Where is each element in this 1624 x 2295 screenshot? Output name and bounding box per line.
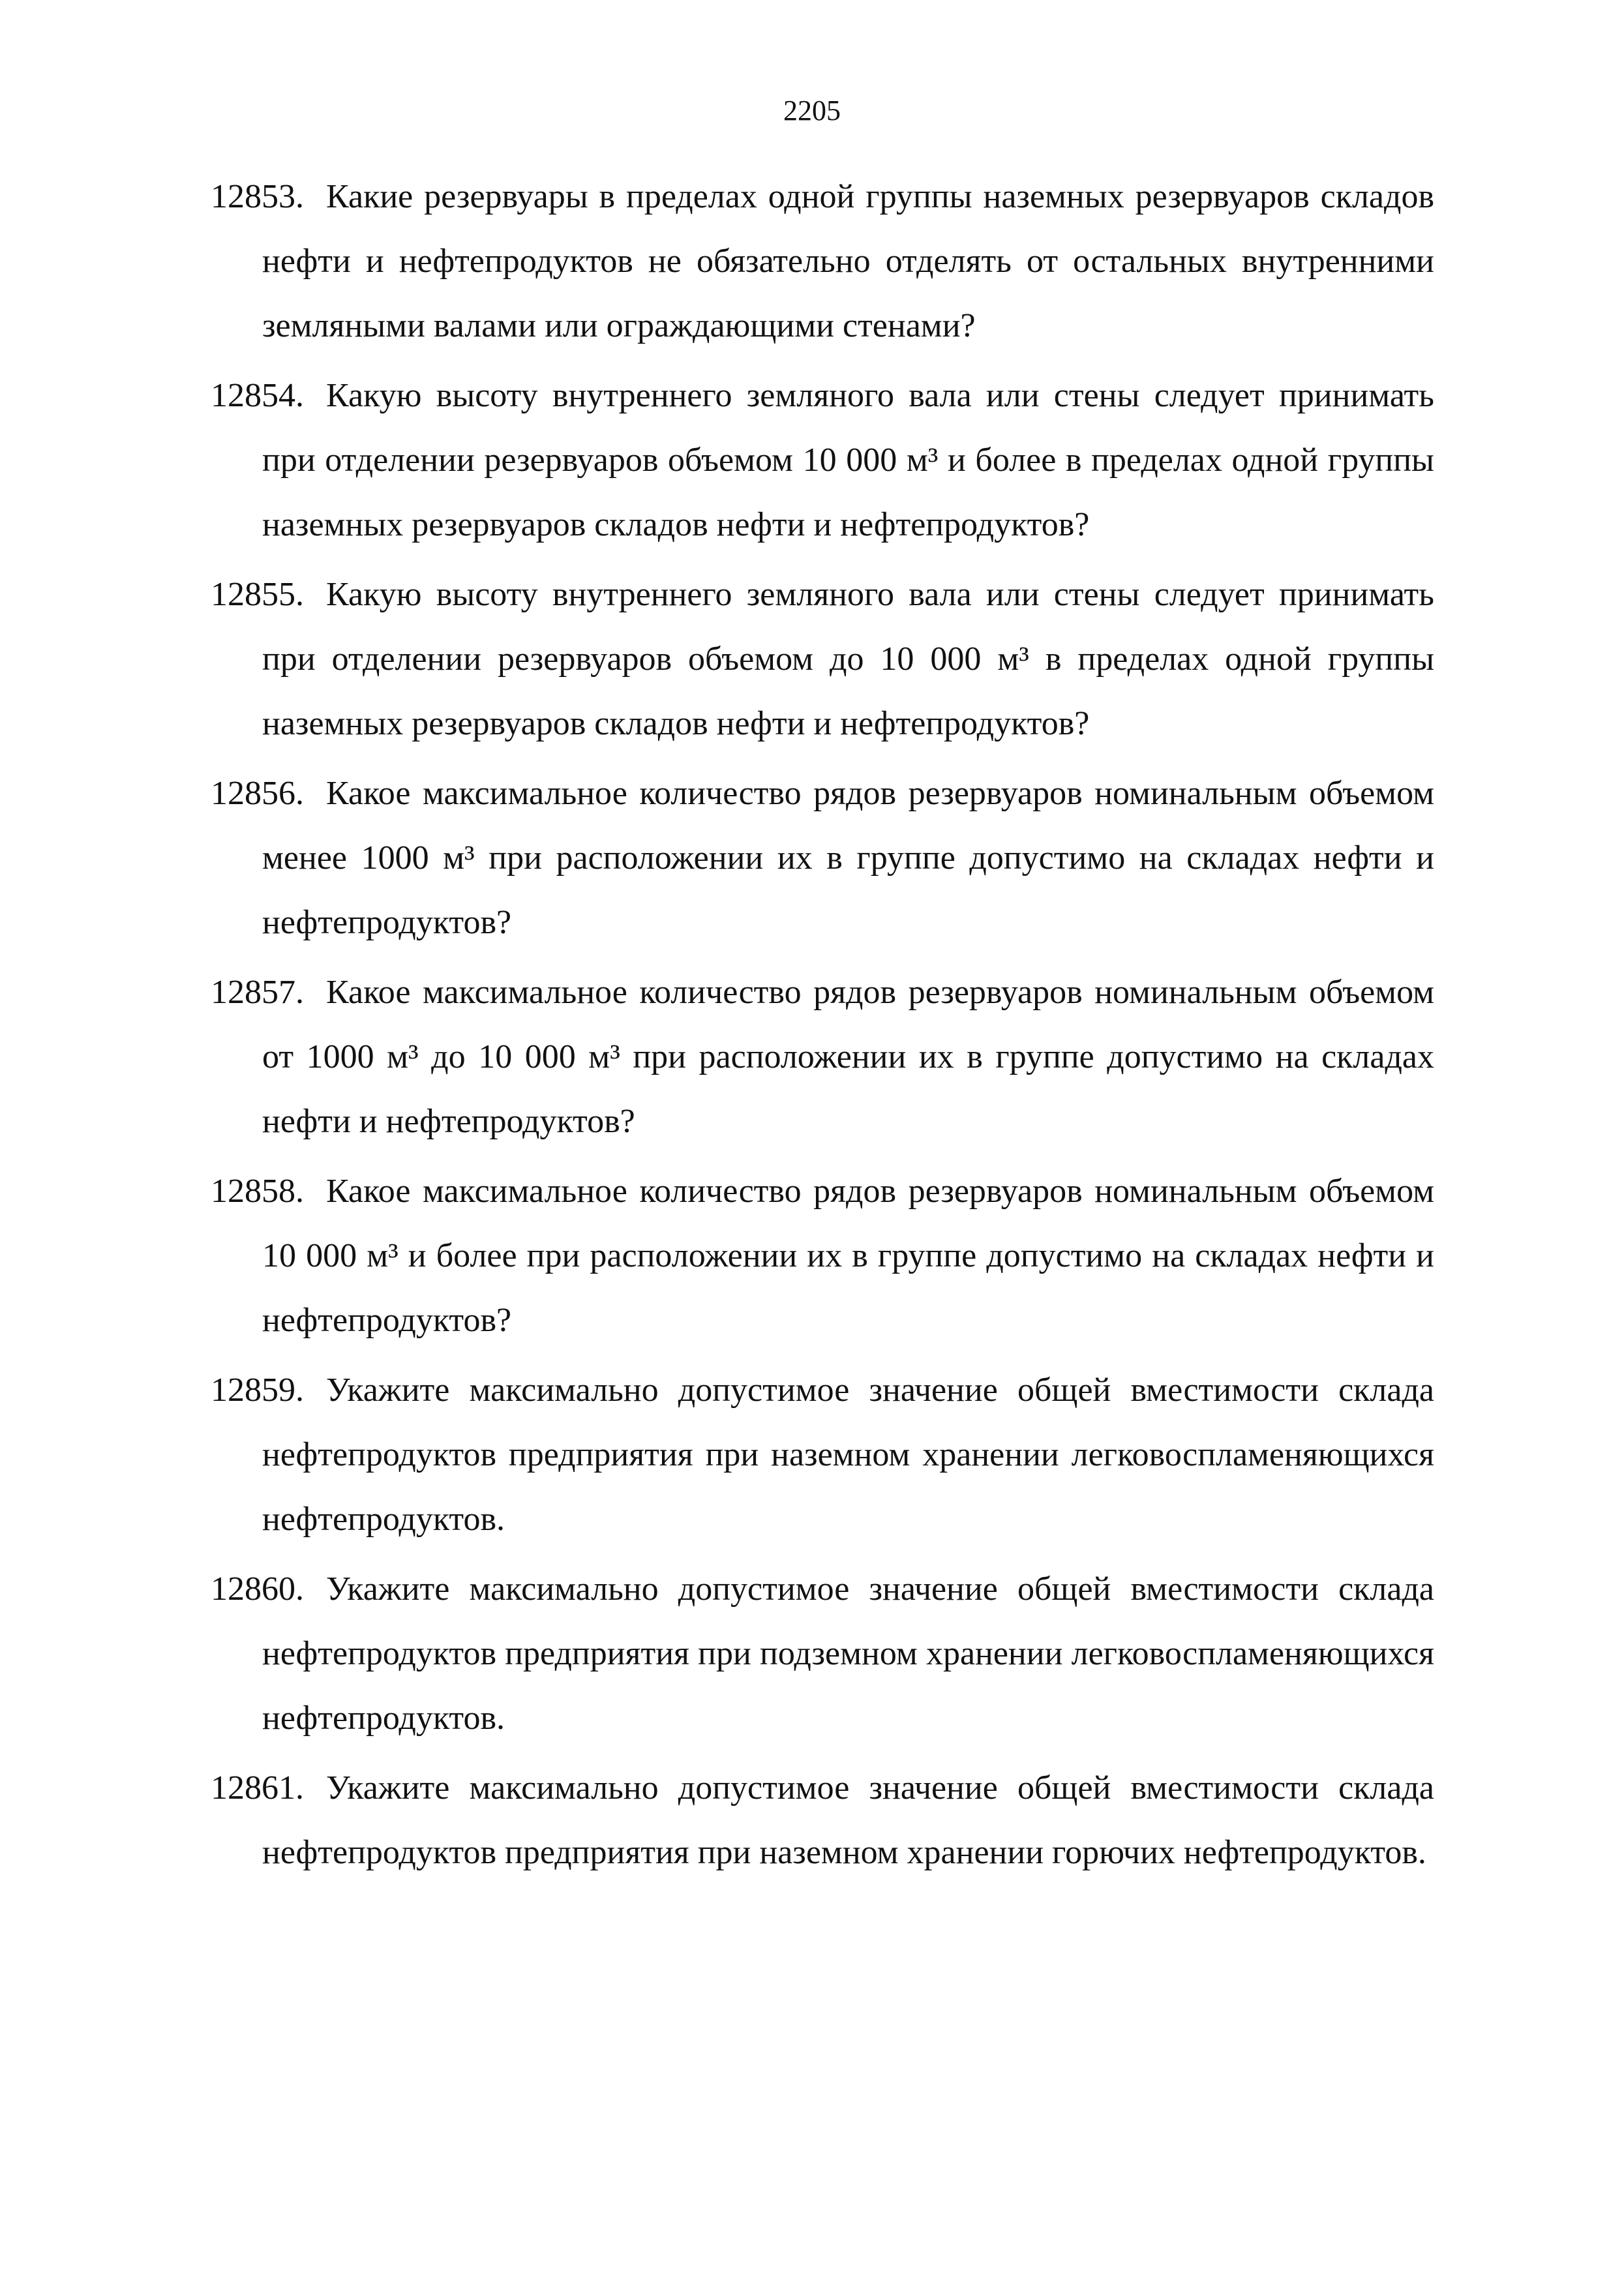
question-text: Укажите максимально допустимое значение общей вместимости склада нефтепродуктов предприятия при наземном хранении горючих нефтепродуктов.: [262, 1769, 1434, 1871]
question-text: Какое максимальное количество рядов резервуаров номинальным объемом от 1000 м³ до 10 000 м³ при расположении их в группе допустимо на складах нефти и нефтепродуктов?: [262, 974, 1434, 1140]
question-text: Укажите максимально допустимое значение общей вместимости склада нефтепродуктов предприятия при наземном хранении легковоспламеняющихся нефтепродуктов.: [262, 1372, 1434, 1538]
question-item: [0, 1159, 1624, 1353]
question-number: 12859.: [211, 1372, 304, 1409]
question-item: [0, 1358, 1624, 1552]
question-text: Какое максимальное количество рядов резервуаров номинальным объемом 10 000 м³ и более при расположении их в группе допустимо на складах нефти и нефтепродуктов?: [262, 1173, 1434, 1339]
question-number: 12855.: [211, 576, 304, 613]
question-text: Укажите максимально допустимое значение общей вместимости склада нефтепродуктов предприятия при подземном хранении легковоспламеняющихся нефтепродуктов.: [262, 1570, 1434, 1737]
question-item: [0, 960, 1624, 1154]
question-number: 12861.: [211, 1769, 304, 1807]
question-item: [0, 562, 1624, 756]
question-text: Какую высоту внутреннего земляного вала или стены следует принимать при отделении резервуаров объемом до 10 000 м³ в пределах одной группы наземных резервуаров складов нефти и нефтепродуктов?: [262, 576, 1434, 742]
question-number: 12854.: [211, 377, 304, 414]
question-text: Какое максимальное количество рядов резервуаров номинальным объемом менее 1000 м³ при расположении их в группе допустимо на складах нефти и нефтепродуктов?: [262, 775, 1434, 941]
question-list: [0, 164, 1624, 1890]
question-number: 12858.: [211, 1173, 304, 1210]
question-number: 12857.: [211, 974, 304, 1011]
question-text: Какие резервуары в пределах одной группы наземных резервуаров складов нефти и нефтепродуктов не обязательно отделять от остальных внутренними земляными валами или ограждающими стенами?: [262, 178, 1434, 344]
question-item: [0, 363, 1624, 557]
question-number: 12856.: [211, 775, 304, 812]
question-item: [0, 1756, 1624, 1885]
question-number: 12860.: [211, 1570, 304, 1608]
question-number: 12853.: [211, 178, 304, 215]
question-text: Какую высоту внутреннего земляного вала или стены следует принимать при отделении резервуаров объемом 10 000 м³ и более в пределах одной группы наземных резервуаров складов нефти и нефтепродуктов?: [262, 377, 1434, 543]
question-item: [0, 1557, 1624, 1750]
question-item: [0, 761, 1624, 955]
page-number: 2205: [783, 95, 841, 127]
question-item: [0, 164, 1624, 358]
